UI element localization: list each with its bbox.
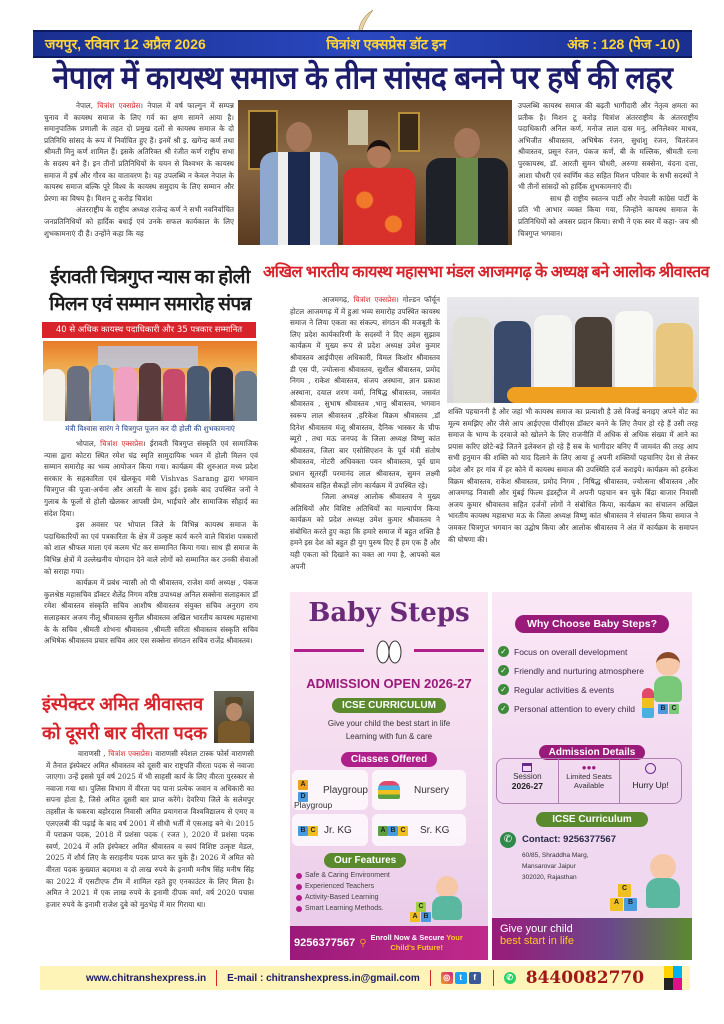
divider (430, 970, 431, 986)
class-label: Playgroup (322, 784, 368, 796)
why-item (498, 680, 644, 699)
dateline-place: वाराणसी , (78, 749, 106, 758)
marigold-flowers (507, 387, 697, 403)
class-label: Jr. KG (324, 824, 352, 836)
features-list (296, 870, 390, 914)
phone-call-icon: ✆ (500, 832, 516, 848)
holi-headline-line1: ईरावती चित्रगुप्त न्यास का होली (50, 267, 250, 288)
slogan-strip (492, 918, 692, 960)
hurry-cell (620, 759, 681, 803)
azamgarh-story-para: जिला अध्यक्ष आलोक श्रीवास्तव ने मुख्य अतिथियों और विशिष्ट अतिथियों का माल्यार्पण किया कार्यक्रम को प्रदेश अध्यक्ष उमेश कुमार श्रीवास्तव ने संबोधित करते हुए कहा कि हमारे समाज में बहुत शक्ति है हमने इस देश को बहुत ही युग पुरुष दिए हैं हम एक हैं और यही एकता को दिखाने का वक्त आ गया है, आपको बल अपनी (290, 492, 440, 571)
cmyk-registration-mark (664, 966, 682, 990)
holi-photo-caption: मंत्री विश्वास सारंग ने चित्रगुप्त पूजन कर दी होली की शुभकामनाएं (65, 424, 235, 433)
inspector-story-body (46, 748, 254, 953)
phone-number[interactable]: 9256377567 (294, 937, 356, 949)
admission-details-box (496, 758, 682, 804)
social-icons (441, 972, 483, 984)
icse-curriculum-pill: ICSE CURRICULUM (332, 698, 446, 713)
class-card-nursery (372, 770, 466, 810)
baby-steps-ad-left (290, 592, 488, 960)
dateline-place: नेपाल, (76, 101, 94, 110)
azamgarh-story-col1 (290, 294, 440, 590)
baby-with-blocks-illustration: A B C (410, 876, 466, 926)
session-value: 2026-27 (511, 781, 543, 791)
calendar-icon (522, 763, 532, 772)
feature-text: Safe & Caring Environment (305, 872, 390, 879)
holi-story-para: कार्यक्रम में प्रबंध न्यासी ओ पी श्रीवास्तव, राजेश वर्मा अध्यक्ष , पंकज कुलश्रेष्ठ महासचिव डॉक्टर शैलेंद्र निगम वरिष्ठ उपाध्यक्ष अनिल सक्सेना सलाहकार डॉ रमेश श्रीवास्तव संस्कृति सचिव आशीष श्रीवास्तव संयुक्त सचिव अनुराग राय सलाहकार अजय नीलू श्रीवास्तव सुनील श्रीवास्तव अखिल भारतीय कायस्थ महासभा के के सचिव ,श्रीमती शोभना श्रीवास्तव ,श्रीमती सरिता श्रीवास्तव संस्कृति सचिव अभिषेक श्रीवास्तव प्रचार सचिव आर एस सक्सेना संगठन सचिव राजेंद्र श्रीवास्तव। (44, 578, 258, 646)
session-label: Session (513, 772, 542, 781)
slogan-line-2: best start in life (500, 935, 574, 947)
website-link[interactable]: www.chitranshexpress.in (85, 972, 207, 984)
check-icon: ✓ (498, 646, 509, 657)
azamgarh-story-col2 (448, 406, 698, 570)
boy-with-toys-illustration: B C (642, 652, 690, 722)
class-label: Sr. KG (420, 824, 450, 836)
holi-banner: 40 से अधिक कायस्थ पदाधिकारी और 35 पत्रकार सम्मानित (42, 322, 256, 338)
features-title-wrap (324, 850, 406, 868)
divider (493, 970, 494, 986)
admission-details-title: Admission Details (539, 745, 646, 760)
address-line: Mansarovar Jaipur (522, 863, 576, 870)
enroll-highlight: Your (446, 933, 463, 942)
baby-steps-ad-right (492, 592, 692, 960)
person-man-left (260, 122, 338, 245)
address-line: 60/85, Shraddha Marg, (522, 852, 589, 859)
why-list (498, 642, 644, 718)
abc-blocks-icon: A B C (378, 824, 408, 836)
inspector-headline-line1: इंस्पेक्टर अमित श्रीवास्तव (42, 694, 204, 714)
check-icon: ✓ (498, 684, 509, 695)
check-icon: ✓ (498, 665, 509, 676)
instagram-icon[interactable]: ◎ (441, 972, 453, 984)
seats-cell (559, 759, 621, 803)
azamgarh-story-para: । गोल्डन फॉर्चून होटल आजमगढ़ में में हुआ भव्य समारोह उपस्थित कायस्थ समाज ने लिया एकता का संकल्प, संगठन की मजबूती के लिए प्रदेश कार्यकारिणी के सदस्यों ने दिए अहम सुझाव कार्यक्रम में मुख्य रूप से प्रदेश अध्यक्ष उमेश कुमार श्रीवास्तव आईपीएस अधिकारी, विमल किशोर श्रीवास्तव डी एस पी, ज्योत्सना श्रीवास्तव, सुशील श्रीवास्तव, प्रमोद निगम , राकेश श्रीवास्तव, संजय अस्थाना, ज्ञान प्रकाश अस्थाना, दयाल शरण वर्मा, निषिद्ध श्रीवास्तव, जसवंत श्रीवास्तव , सुभाष श्रीवास्तव ,भानु श्रीवास्तव, भगवान स्वरूप लाल श्रीवास्तव ,हरिकेश विक्रम श्रीवास्तव ,डॉ दिनेश श्रीवास्तव मंजू श्रीवास्तव, दैनिक भास्कर के चीफ ब्यूरो , तथा मऊ जनपद के जिला अध्यक्ष विष्णु कांत श्रीवास्तव, जिला बार एसोसिएशन के पूर्व मंत्री संतोष श्रीवास्तव, नोटरी अधिवक्ता पवन श्रीवास्तव, पूर्व ग्राम प्रधान सूतरहीं परमानंद लाल श्रीवास्तव, सुमन लक्ष्मी श्रीवास्तव सहित सैकड़ों लोग कार्यक्रम में उपस्थित रहे। (290, 295, 440, 490)
inspector-portrait (214, 691, 254, 743)
feature-text: Experienced Teachers (305, 883, 375, 890)
main-story-col1 (44, 100, 234, 252)
why-text: Focus on overall development (514, 646, 628, 657)
nepal-mps-photo (238, 100, 512, 245)
seats-line-1: Limited Seats (566, 772, 612, 781)
check-bullet-icon (296, 884, 302, 890)
holi-headline (38, 264, 262, 318)
azamgarh-headline: अखिल भारतीय कायस्थ महासभा मंडल आजमगढ़ के अध्यक्ष बने आलोक श्रीवास्तव (263, 264, 709, 281)
why-text: Personal attention to every child (514, 703, 635, 714)
curriculum-pill-wrap (290, 695, 488, 713)
why-text: Friendly and nurturing atmosphere (514, 665, 644, 676)
holi-story-body (44, 438, 258, 646)
our-features-title: Our Features (324, 853, 406, 868)
icse-curriculum-pill: ICSE Curriculum (536, 812, 647, 827)
main-story-para: उपलब्धि कायस्थ समाज की बढ़ती भागीदारी और नेतृत्व क्षमता का प्रतीक है। मिशन टू करोड़ चित्रांश अंतरराष्ट्रीय के अंतरराष्ट्रीय पदाधिकारी अनिल कर्ण, मनोज लाल दास मनु, अनिलेश्वर माधव, अभिजीत श्रीवास्तव, अभिषेक रंजन, सुधांशु रंजन, चितरंजन श्रीवास्तव, प्रसून रंजन, पंकज कर्ण, बी के मल्लिक, श्रीमती रत्ना पुरकायस्थ, डॉ. आरती सुमन चौधरी, अरुणा सक्सेना, वंदना दत्ता, आशा चौधरी एवं स्वर्णिम कंठ सहित मिशन परिवार के सभी सदस्यों ने भी तीनों सांसदों को हार्दिक शुभकामनाएं दीं। (518, 101, 698, 192)
main-headline: नेपाल में कायस्थ समाज के तीन सांसद बनने पर हर्ष की लहर (52, 61, 673, 96)
tagline-2: Learning with fun & care (345, 732, 433, 741)
main-story-col3 (518, 100, 698, 260)
enroll-line-1: Enroll Now & Secure (370, 933, 445, 942)
feature-item (296, 903, 390, 914)
class-label: Nursery (414, 784, 450, 796)
feature-text: Smart Learning Methods. (305, 905, 384, 912)
search-icon: ⚲ (359, 937, 367, 949)
admission-open-heading: ADMISSION OPEN 2026-27 (306, 676, 472, 691)
main-story-para: साथ ही राष्ट्रीय स्वतन्त्र पार्टी और नेपाली कांग्रेस पार्टी के प्रति भी आभार व्यक्त किया गया, जिन्होंने कायस्थ समाज के प्रतिनिधियों को अवसर प्रदान किया। सभी ने एक स्वर में कहा- जय श्री चित्रगुप्त भगवान। (518, 193, 698, 238)
why-item (498, 642, 644, 661)
footer-bar (40, 966, 690, 990)
seats-line-2: Available (573, 781, 605, 790)
baby-with-blocks-illustration: A B C (610, 854, 686, 914)
classes-offered-title: Classes Offered (341, 752, 437, 767)
paper-name: चित्रांश एक्सप्रेस डॉट इन (326, 35, 447, 52)
masthead-bar (33, 30, 692, 58)
address-block (522, 850, 589, 883)
clock-icon (645, 763, 656, 774)
session-cell (497, 759, 559, 803)
check-icon: ✓ (498, 703, 509, 714)
tagline-1: Give your child the best start in life (327, 719, 451, 728)
curriculum-wrap (492, 809, 692, 827)
inspector-story-para: । वाराणसी स्पेशल टास्क फोर्स वाराणसी में तैनात इंस्पेक्टर अमित श्रीवास्तव को दूसरी बार राष्ट्रपति वीरता पदक से नवाजा जाएगा। उन्हें इससे पूर्व वर्ष 2025 में भी साहसी कार्य के लिए वीरता पुरस्कार से नवाजा गया था। पुलिस विभाग में वीरता पद पाना प्रत्येक जवान व अधिकारी का सपना होता है, जिसे अमित दूसरी बार प्राप्त करेंगे। देवरिया जिले के सलेमपुर तहसील के चकरवा बहोरदास निवासी अमित प्रयागराज विश्वविद्यालय से एमए व एलएलबी की पढ़ाई के बाद वर्ष 2001 में सीधी भर्ती में एसआइ बने थे। 2015 में पराक्रम पदक, 2018 में प्रशंसा पदक ( रजत ), 2020 में प्रशंसा पदक स्वर्ण, 2024 में अति इंस्पेक्टर अमित श्रीवास्तव व स्वयं विशिष्ट उत्कृष्ट मेडल, 2025 में शौर्य लिए के सराहनीय पदक प्राप्त कर चुके हैं। 2026 में अमित को वीरता पदक कुख्यात बदमाश व दो लाख रुपये के इनामी मनीष सिंह मनीष सिंह का 2022 में एसटीएफ टीम में शामिल रहते हुए एनकाउंटर के लिए मिला है। अमित ने 2021 में एक लाख रुपये के इनामी दीपक वर्मा, वर्ष 2020 पचास हजार रुपये के इनामी राजेश दुबे को मुठभेड़ में मार गिराया था। (46, 749, 254, 909)
abc-blocks-icon: B C (298, 824, 318, 836)
twitter-icon[interactable]: t (455, 972, 467, 984)
azamgarh-story-para: शक्ति पहचाननी है और जहां भी कायस्थ समाज का प्रत्याशी है उसे विजई बनाइए अपने वोट का मूल्य समझिए और जैसे आप आईएएस पीसीएस डॉक्टर बनने के लिए तैयार हो रहे हैं उसी तरह समाज के भाग्य के दरवाजे को खोलने के लिए राजनीति में अधिक से अधिक संख्या में आने का प्रयास करिए छोटे-बड़े जितने इलेक्शन हो रहे हैं सब के भागीदार बनिए मैं जामवंत की तरह आप सभी हनुमान की शक्ति को याद दिलाने के लिए आया हूं अपनी शक्तियों पहचानिए देश से लेकर प्रदेश और हर गांव में हर कोने में कायस्थ समाज की उपस्थिति दर्ज कराइये। कार्यक्रम को हरकेश विक्रम श्रीवास्तव, राकेश श्रीवास्तव, प्रमोद निगम , निषिद्ध श्रीवास्तव, ज्योत्सना श्रीवास्तव ,और आजमगढ़ निवासी और मुंबई फिल्म इंडस्ट्रीज में अपनी पहचान बन चुके बिंद्रा बाजार निवासी अजय कुमार श्रीवास्तव सहित दर्जनों लोगों ने संबोधित किया, कार्यक्रम का संचालन अखिल भारतीय कायस्थ महासभा मऊ के जिला अध्यक्ष विष्णु कांत श्रीवास्तव ने संचालन किया समाज ने जमकर चित्रगुप्त भगवान का उद्घोष किया और आलोक श्रीवास्तव ने अंत में कार्यक्रम के समापन की घोषणा की। (448, 407, 698, 544)
check-bullet-icon (296, 873, 302, 879)
enroll-line-2: Child's Future! (390, 943, 443, 952)
class-card-subtitle: Playgroup (294, 800, 333, 810)
facebook-icon[interactable]: f (469, 972, 481, 984)
hurry-up-text: Hurry Up! (632, 780, 669, 790)
feature-item (296, 870, 390, 881)
slogan-line-1: Give your child (500, 923, 573, 935)
azamgarh-event-photo (447, 297, 699, 403)
dateline-place: आजमगढ़, (322, 295, 350, 304)
dateline-place: भोपाल, (76, 439, 97, 448)
inspector-headline (42, 690, 210, 748)
check-bullet-icon (296, 906, 302, 912)
person-woman-center (343, 140, 415, 245)
enroll-text (371, 933, 463, 953)
class-card-sr-kg (372, 814, 466, 846)
divider (216, 970, 217, 986)
why-text: Regular activities & events (514, 684, 615, 695)
main-story-para: अंतरराष्ट्रीय के राष्ट्रीय अध्यक्ष राजेन्द्र कर्ण ने सभी नवनिर्वाचित जनप्रतिनिधियों को हार्दिक बधाई एवं उनके सफल कार्यकाल के लिए शुभकामनाएं दी हैं। उन्होंने कहा कि यह (44, 205, 234, 238)
abc-blocks-icon: AD (298, 778, 317, 802)
issue-date: जयपुर, रविवार 12 अप्रैल 2026 (45, 35, 206, 52)
group-of-people (43, 363, 257, 421)
stacking-rings-icon (378, 781, 400, 799)
classes-title-wrap (290, 749, 488, 767)
why-title-wrap (492, 614, 692, 633)
feature-text: Activity-Based Learning (305, 894, 379, 901)
holi-event-photo (43, 341, 257, 421)
feature-item (296, 881, 390, 892)
holi-headline-line2: मिलन एवं सम्मान समारोह संपन्न (49, 294, 251, 315)
check-bullet-icon (296, 895, 302, 901)
dateline-source: चित्रांश एक्सप्रेस (108, 749, 150, 758)
inspector-headline-line2: को दूसरी बार वीरता पदक (42, 723, 208, 743)
holi-story-para: । ईरावती चित्रगुप्त संस्कृति एवं सामाजिक न्यास द्वारा कोटरा स्थित रमेश चंद्र स्मृति सामुदायिक भवन में होली मिलन एवं सम्मान समारोह का भव्य आयोजन किया गया। कार्यक्रम की शुरुआत मध्य प्रदेश सरकार के सहकारिता एवं खेलकूद मंत्री Vishvas Sarang द्वारा भगवान चित्रगुप्त की पूजा-अर्चना और आरती के साथ हुई। इसके बाद उपस्थित जनों ने गुलाब के फूलों से होली खेलकर आपसी प्रेम, भाईचारे और सामाजिक सौहार्द का संदेश दिया। (44, 439, 258, 518)
group-icon: ●●● (581, 763, 597, 772)
why-item (498, 699, 644, 718)
brand-logo: Baby Steps (308, 598, 470, 628)
ad-bottom-strip (290, 926, 488, 960)
dateline-source: चित्रांश एक्सप्रेस (97, 101, 141, 110)
dateline-source: चित्रांश एक्सप्रेस (100, 439, 144, 448)
dateline-source: चित्रांश एक्सप्रेस (353, 295, 397, 304)
whatsapp-icon: ✆ (504, 972, 516, 984)
address-line: 302020, Rajasthan (522, 874, 577, 881)
feature-item (296, 892, 390, 903)
contact-number[interactable]: Contact: 9256377567 (522, 834, 616, 845)
decorative-divider (294, 649, 364, 652)
contact-phone[interactable]: 8440082770 (525, 968, 645, 988)
why-item (498, 661, 644, 680)
class-card-jr-kg (292, 814, 368, 846)
issue-number: अंक : 128 (पेज -10) (567, 35, 680, 52)
person-man-right (426, 128, 508, 245)
footprints-icon (372, 632, 406, 666)
main-story-para: । नेपाल में वर्ष फाल्गुन में सम्पन्न चुनाव में कायस्थ समाज के लिए गर्व का क्षण सामने आया है। समानुपातिक प्रणाली के तहत दो प्रमुख दलों से कायस्थ समाज के दो प्रतिनिधि सांसद के रूप में निर्वाचित हुए हैं। इनमें श्री इ. खगेन्द्र कर्ण तथा श्रीमती मिनु कर्ण शामिल हैं। इसके अतिरिक्त श्री रंजीत कर्ण राष्ट्रीय सभा के सदस्य बने हैं। इन तीनों प्रतिनिधियों के चयन से विश्वभर के कायस्थ समाज में हर्ष और गौरव का वातावरण है। यह उपलब्धि न केवल नेपाल के कायस्थ समाज बल्कि पूरे विश्व के कायस्थ समुदाय के लिए सम्मान और प्रेरणा का विषय है। मिशन टू करोड़ चित्रांश (44, 101, 234, 203)
decorative-divider (414, 649, 484, 652)
holi-story-para: इस अवसर पर भोपाल जिले के विभिन्न कायस्थ समाज के पदाधिकारियों का एवं पत्रकारिता के क्षेत्र में उत्कृष्ट कार्य करने वाले चित्रांश पत्रकारों को शाल श्रीफल माला एवं कलम भेंट कर सम्मानित किया गया। साथ ही समाज के विभिन्न क्षेत्रों में उल्लेखनीय योगदान देने वाले लोगों को सम्मानित कर उनकी सेवाओं को सराहा गया। (44, 520, 258, 576)
email-link[interactable]: E-mail : chitranshexpress.in@gmail.com (227, 972, 420, 984)
why-choose-title: Why Choose Baby Steps? (515, 615, 669, 633)
